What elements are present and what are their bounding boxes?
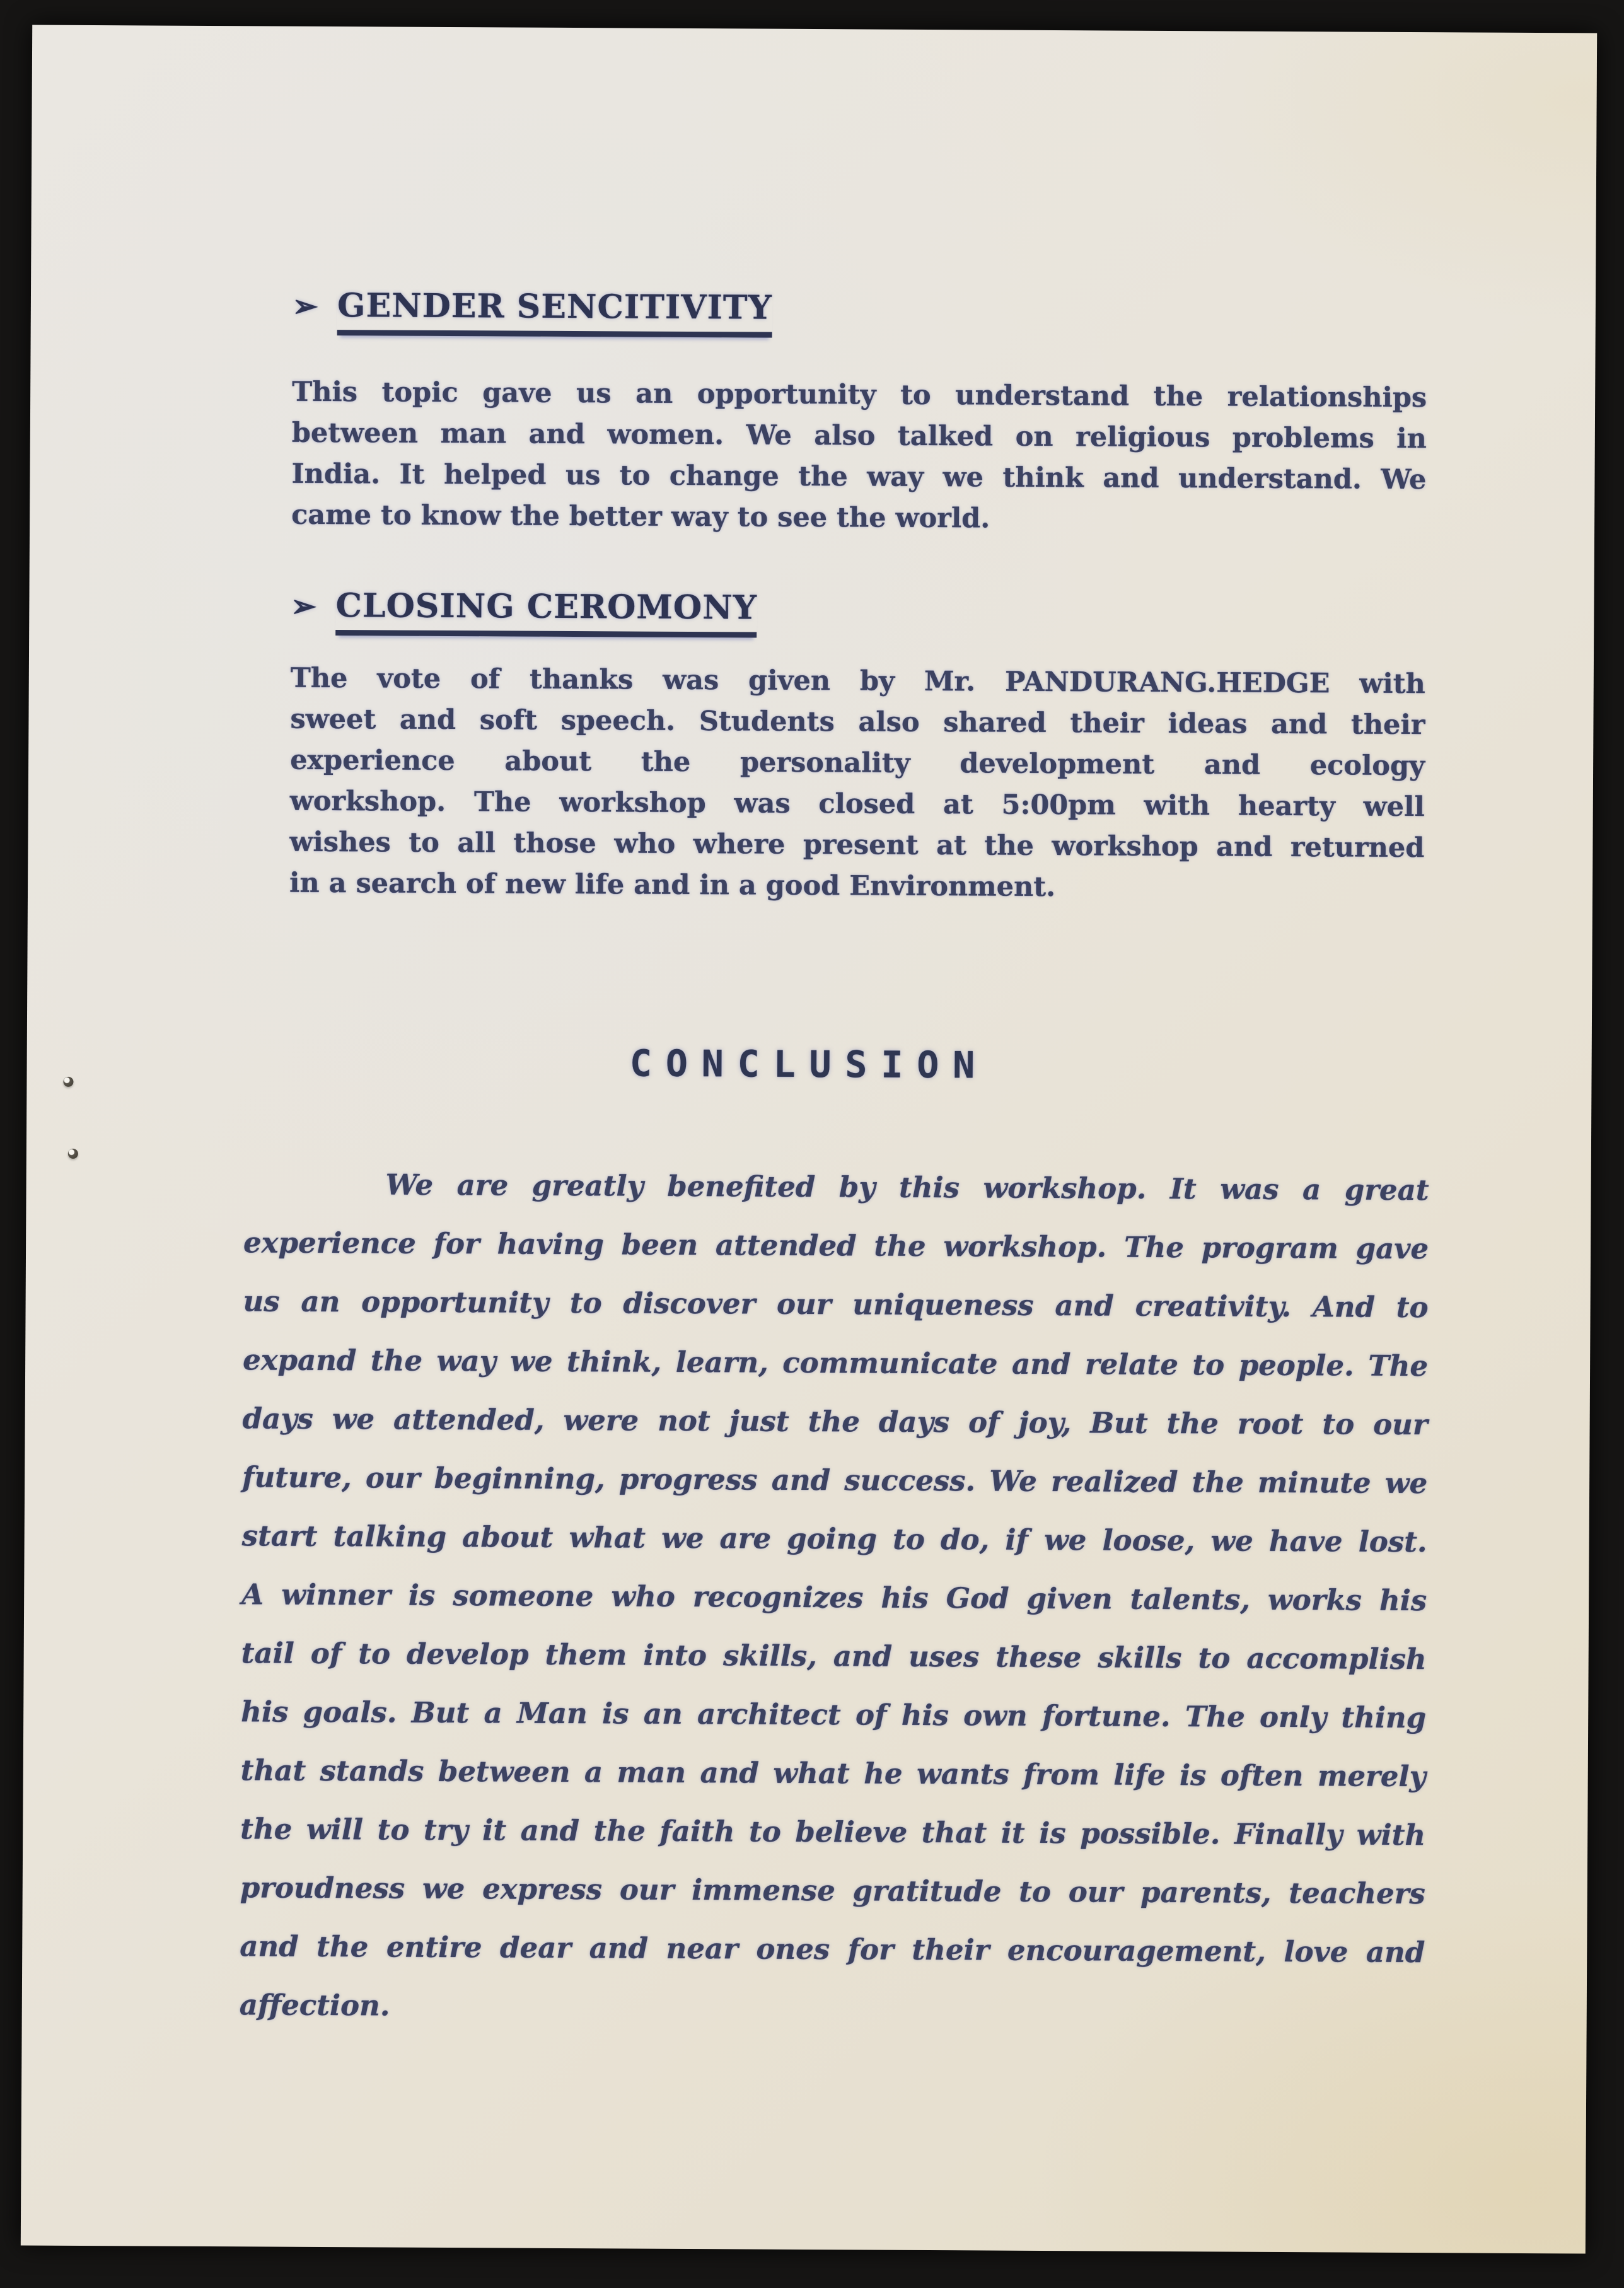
pinhole-mark: [68, 1149, 78, 1159]
text-line: affection.: [239, 1988, 390, 2023]
paragraph-conclusion: [240, 1154, 1429, 2040]
text-line: days we attended, were not just the days of joy, But the root to our: [242, 1402, 1428, 1442]
text-line: his goals. But a Man is an architect of his own fortune. The only thing: [241, 1695, 1427, 1735]
text-line: future, our beginning, progress and success. We realized the minute we: [242, 1460, 1428, 1501]
section-heading-closing-ceremony: [291, 586, 757, 638]
text-line: experience about the personality development and ecology: [290, 744, 1425, 782]
text-line: start talking about what we are going to do, if we loose, we have lost.: [241, 1519, 1427, 1559]
text-line: us an opportunity to discover our uniqueness and creativity. And to: [243, 1284, 1429, 1325]
page-content: [21, 25, 1597, 2254]
text-line: wishes to all those who where present at the workshop and returned: [289, 826, 1425, 864]
text-line: workshop. The workshop was closed at 5:00pm with hearty well: [289, 785, 1425, 823]
text-line: A winner is someone who recognizes his God given talents, works his: [241, 1577, 1427, 1618]
text-line: between man and women. We also talked on religious problems in: [291, 417, 1427, 455]
paragraph-gender-sensitivity: [291, 372, 1427, 542]
arrow-bullet-icon: ➢: [291, 588, 317, 624]
section-heading-label: CLOSING CEROMONY: [335, 586, 757, 637]
text-line: experience for having been attended the workshop. The program gave: [243, 1226, 1429, 1266]
scanned-page: [21, 25, 1597, 2254]
text-line: in a search of new life and in a good Environment.: [289, 867, 1056, 903]
section-heading-gender-sensitivity: [293, 286, 772, 338]
arrow-bullet-icon: ➢: [292, 288, 319, 324]
text-line: that stands between a man and what he wants from life is often merely: [240, 1753, 1426, 1794]
text-line: the will to try it and the faith to believe that it is possible. Finally with: [240, 1812, 1426, 1852]
text-line: The vote of thanks was given by Mr. PANDURANG.HEDGE with: [290, 662, 1425, 700]
pinhole-mark: [63, 1077, 73, 1087]
paragraph-closing-ceremony: [289, 658, 1425, 910]
section-heading-label: GENDER SENCITIVITY: [337, 286, 772, 338]
text-line: expand the way we think, learn, communicate and relate to people. The: [243, 1343, 1429, 1383]
text-line: and the entire dear and near ones for their encouragement, love and: [240, 1929, 1425, 1970]
conclusion-title: CONCLUSION: [629, 1042, 989, 1087]
text-line: We are greatly benefited by this workshop. It was a great: [385, 1168, 1429, 1207]
text-line: This topic gave us an opportunity to understand the relationships: [292, 376, 1427, 414]
text-line: tail of to develop them into skills, and uses these skills to accomplish: [241, 1636, 1427, 1676]
text-line: proudness we express our immense gratitude to our parents, teachers: [240, 1871, 1425, 1911]
text-line: India. It helped us to change the way we think and understand. We: [291, 458, 1427, 496]
text-line: came to know the better way to see the world.: [291, 499, 990, 535]
text-line: sweet and soft speech. Students also shared their ideas and their: [290, 703, 1425, 741]
